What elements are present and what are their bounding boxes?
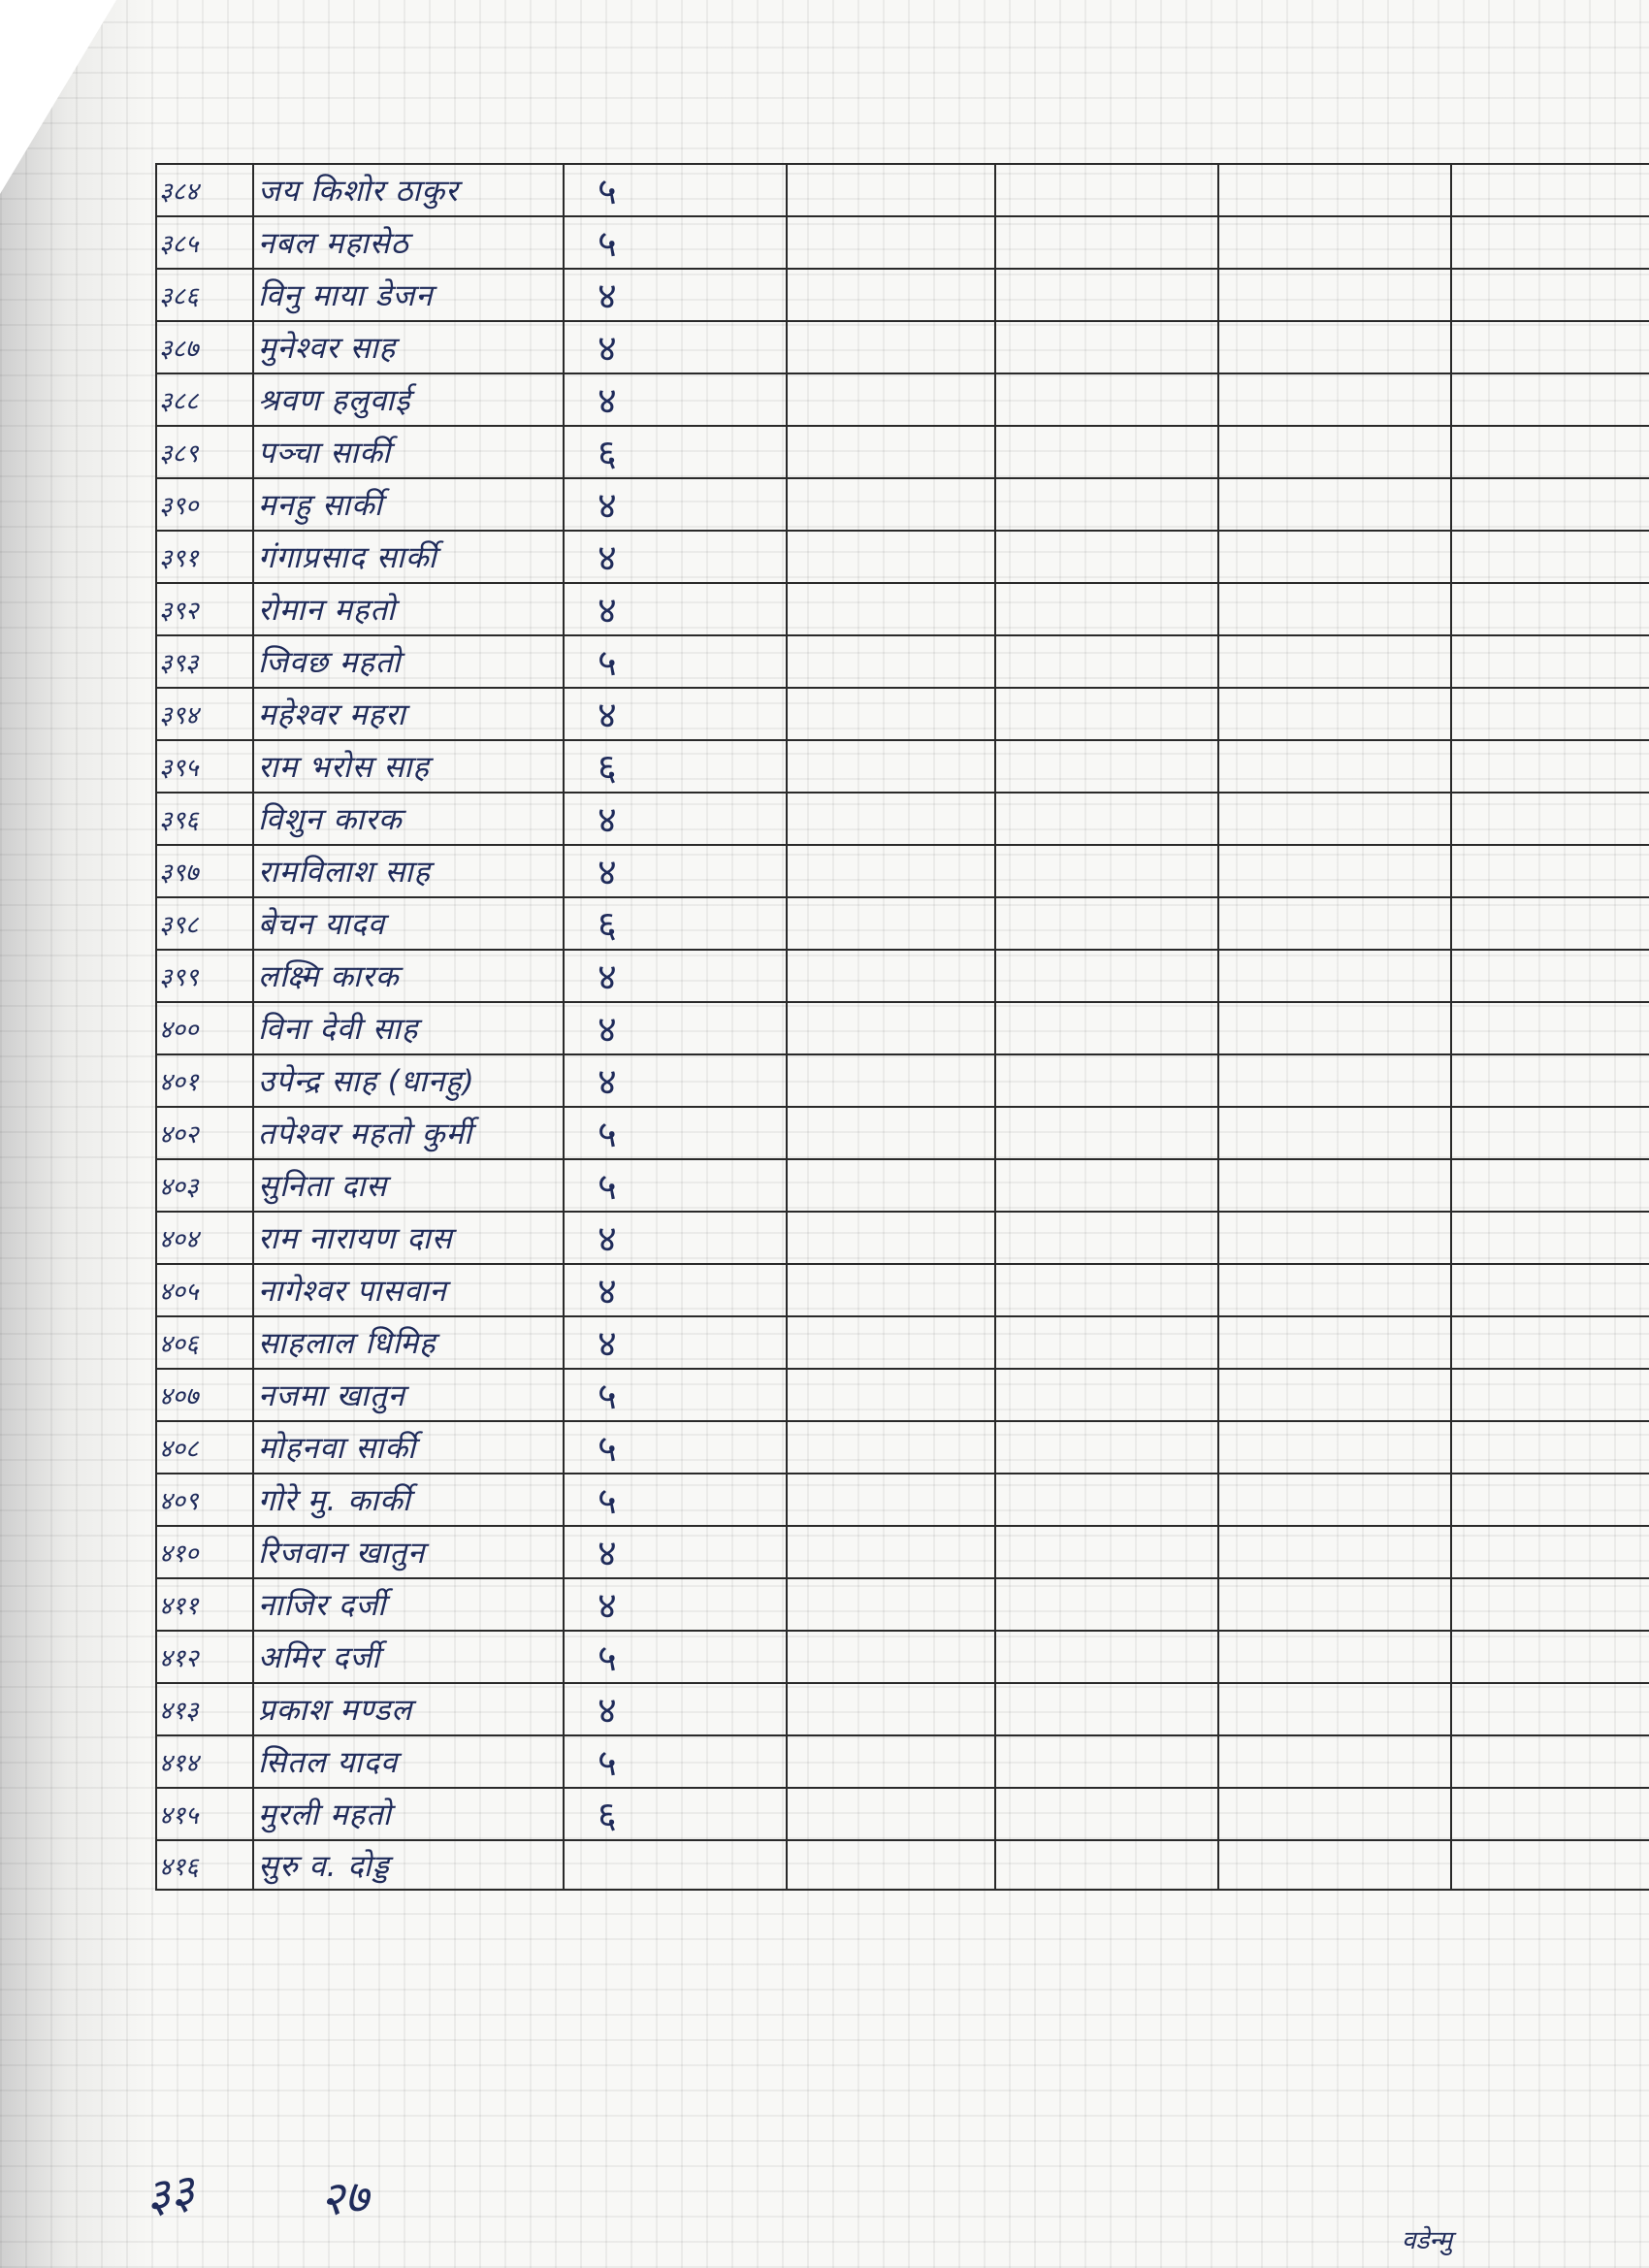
empty-cell bbox=[787, 897, 995, 950]
table-row bbox=[156, 950, 1649, 1002]
table-row bbox=[156, 1735, 1649, 1788]
empty-cell bbox=[1451, 1526, 1649, 1578]
table-row bbox=[156, 740, 1649, 793]
row-number: ३९१ bbox=[156, 531, 253, 583]
row-name: सितल यादव bbox=[253, 1735, 564, 1788]
footer-left-mark: ३३ bbox=[142, 2163, 198, 2225]
empty-cell bbox=[995, 1316, 1218, 1369]
empty-cell bbox=[787, 1578, 995, 1631]
empty-cell bbox=[787, 688, 995, 740]
row-name: राम भरोस साह bbox=[253, 740, 564, 793]
row-name: सुनिता दास bbox=[253, 1159, 564, 1212]
empty-cell bbox=[995, 1369, 1218, 1421]
empty-cell bbox=[1218, 1159, 1451, 1212]
empty-cell bbox=[1451, 1369, 1649, 1421]
row-quantity: ६ bbox=[564, 426, 787, 478]
row-quantity: ५ bbox=[564, 164, 787, 216]
row-quantity: ४ bbox=[564, 478, 787, 531]
row-number: ४०१ bbox=[156, 1054, 253, 1107]
table-row bbox=[156, 1369, 1649, 1421]
empty-cell bbox=[1218, 1264, 1451, 1316]
row-quantity: ४ bbox=[564, 1683, 787, 1735]
empty-cell bbox=[1451, 1264, 1649, 1316]
row-quantity: ४ bbox=[564, 1002, 787, 1054]
empty-cell bbox=[1451, 269, 1649, 321]
empty-cell bbox=[1218, 1631, 1451, 1683]
row-name: अमिर दर्जी bbox=[253, 1631, 564, 1683]
empty-cell bbox=[1451, 1683, 1649, 1735]
empty-cell bbox=[1218, 793, 1451, 845]
empty-cell bbox=[1218, 216, 1451, 269]
row-name: महेश्वर महरा bbox=[253, 688, 564, 740]
row-quantity: ४ bbox=[564, 1578, 787, 1631]
row-number: ४०० bbox=[156, 1002, 253, 1054]
empty-cell bbox=[1451, 1578, 1649, 1631]
empty-cell bbox=[787, 845, 995, 897]
empty-cell bbox=[1218, 1683, 1451, 1735]
empty-cell bbox=[1451, 373, 1649, 426]
empty-cell bbox=[995, 1631, 1218, 1683]
row-name: रामविलाश साह bbox=[253, 845, 564, 897]
empty-cell bbox=[995, 1526, 1218, 1578]
empty-cell bbox=[995, 793, 1218, 845]
row-number: ३९४ bbox=[156, 688, 253, 740]
empty-cell bbox=[995, 1840, 1218, 1890]
empty-cell bbox=[1451, 1107, 1649, 1159]
row-number: ३८५ bbox=[156, 216, 253, 269]
empty-cell bbox=[1451, 635, 1649, 688]
empty-cell bbox=[1218, 1212, 1451, 1264]
row-name: उपेन्द्र साह (धानहु) bbox=[253, 1054, 564, 1107]
empty-cell bbox=[995, 1054, 1218, 1107]
empty-cell bbox=[787, 950, 995, 1002]
row-number: ४१५ bbox=[156, 1788, 253, 1840]
empty-cell bbox=[995, 1264, 1218, 1316]
table-row bbox=[156, 1002, 1649, 1054]
empty-cell bbox=[1451, 688, 1649, 740]
row-quantity: ४ bbox=[564, 583, 787, 635]
empty-cell bbox=[1218, 1002, 1451, 1054]
empty-cell bbox=[1451, 845, 1649, 897]
empty-cell bbox=[787, 1526, 995, 1578]
empty-cell bbox=[1218, 1840, 1451, 1890]
table-row bbox=[156, 426, 1649, 478]
empty-cell bbox=[995, 688, 1218, 740]
table-row bbox=[156, 1316, 1649, 1369]
empty-cell bbox=[995, 1159, 1218, 1212]
empty-cell bbox=[995, 164, 1218, 216]
empty-cell bbox=[1218, 635, 1451, 688]
row-number: ३९७ bbox=[156, 845, 253, 897]
row-number: ४१० bbox=[156, 1526, 253, 1578]
row-name: प्रकाश मण्डल bbox=[253, 1683, 564, 1735]
empty-cell bbox=[787, 1474, 995, 1526]
empty-cell bbox=[1451, 1631, 1649, 1683]
empty-cell bbox=[1451, 1316, 1649, 1369]
row-name: नागेश्वर पासवान bbox=[253, 1264, 564, 1316]
empty-cell bbox=[787, 1316, 995, 1369]
row-number: ३९० bbox=[156, 478, 253, 531]
empty-cell bbox=[995, 216, 1218, 269]
row-number: ३८६ bbox=[156, 269, 253, 321]
row-name: सुरु व. दोड्ड bbox=[253, 1840, 564, 1890]
empty-cell bbox=[995, 1788, 1218, 1840]
empty-cell bbox=[1451, 1840, 1649, 1890]
empty-cell bbox=[1218, 1526, 1451, 1578]
row-name: रोमान महतो bbox=[253, 583, 564, 635]
row-quantity: ५ bbox=[564, 1159, 787, 1212]
empty-cell bbox=[1218, 688, 1451, 740]
row-quantity: ६ bbox=[564, 1788, 787, 1840]
row-name: नबल महासेठ bbox=[253, 216, 564, 269]
row-quantity: ४ bbox=[564, 373, 787, 426]
row-name: जय किशोर ठाकुर bbox=[253, 164, 564, 216]
row-name: साहलाल धिमिह bbox=[253, 1316, 564, 1369]
ledger-body bbox=[156, 164, 1649, 1890]
empty-cell bbox=[1218, 1788, 1451, 1840]
empty-cell bbox=[787, 1212, 995, 1264]
empty-cell bbox=[1218, 1316, 1451, 1369]
table-row bbox=[156, 269, 1649, 321]
row-quantity: ४ bbox=[564, 950, 787, 1002]
empty-cell bbox=[787, 1735, 995, 1788]
row-name: श्रवण हलुवाई bbox=[253, 373, 564, 426]
empty-cell bbox=[1451, 321, 1649, 373]
empty-cell bbox=[1218, 164, 1451, 216]
table-row bbox=[156, 1788, 1649, 1840]
row-quantity: ५ bbox=[564, 1631, 787, 1683]
table-row bbox=[156, 1474, 1649, 1526]
row-quantity: ४ bbox=[564, 321, 787, 373]
row-quantity: ५ bbox=[564, 216, 787, 269]
table-row bbox=[156, 373, 1649, 426]
empty-cell bbox=[1218, 1578, 1451, 1631]
empty-cell bbox=[787, 1002, 995, 1054]
row-name: जिवछ महतो bbox=[253, 635, 564, 688]
table-row bbox=[156, 1264, 1649, 1316]
table-row bbox=[156, 845, 1649, 897]
table-row bbox=[156, 321, 1649, 373]
row-name: मोहनवा सार्की bbox=[253, 1421, 564, 1474]
empty-cell bbox=[787, 1159, 995, 1212]
empty-cell bbox=[995, 1735, 1218, 1788]
empty-cell bbox=[995, 583, 1218, 635]
row-quantity: ६ bbox=[564, 740, 787, 793]
row-quantity: ५ bbox=[564, 1474, 787, 1526]
row-number: ३९८ bbox=[156, 897, 253, 950]
empty-cell bbox=[995, 1107, 1218, 1159]
table-row bbox=[156, 216, 1649, 269]
row-quantity: ४ bbox=[564, 845, 787, 897]
empty-cell bbox=[1218, 478, 1451, 531]
empty-cell bbox=[995, 426, 1218, 478]
empty-cell bbox=[787, 531, 995, 583]
table-row bbox=[156, 1840, 1649, 1890]
empty-cell bbox=[787, 1264, 995, 1316]
empty-cell bbox=[995, 1578, 1218, 1631]
empty-cell bbox=[1218, 740, 1451, 793]
row-number: ४०७ bbox=[156, 1369, 253, 1421]
empty-cell bbox=[787, 1369, 995, 1421]
empty-cell bbox=[995, 269, 1218, 321]
empty-cell bbox=[995, 1212, 1218, 1264]
empty-cell bbox=[995, 1683, 1218, 1735]
row-number: ३९६ bbox=[156, 793, 253, 845]
empty-cell bbox=[787, 216, 995, 269]
empty-cell bbox=[787, 321, 995, 373]
row-quantity: ४ bbox=[564, 269, 787, 321]
signature: वडेन्मु bbox=[1402, 2226, 1453, 2255]
row-quantity: ५ bbox=[564, 1369, 787, 1421]
row-name: राम नारायण दास bbox=[253, 1212, 564, 1264]
empty-cell bbox=[1218, 1054, 1451, 1107]
empty-cell bbox=[995, 478, 1218, 531]
row-number: ३८७ bbox=[156, 321, 253, 373]
empty-cell bbox=[995, 635, 1218, 688]
empty-cell bbox=[1451, 1788, 1649, 1840]
row-number: ४०४ bbox=[156, 1212, 253, 1264]
empty-cell bbox=[787, 740, 995, 793]
row-quantity: ६ bbox=[564, 897, 787, 950]
empty-cell bbox=[1451, 426, 1649, 478]
empty-cell bbox=[995, 1421, 1218, 1474]
empty-cell bbox=[1218, 1421, 1451, 1474]
empty-cell bbox=[787, 1421, 995, 1474]
row-number: ४०८ bbox=[156, 1421, 253, 1474]
table-row bbox=[156, 1578, 1649, 1631]
row-quantity: ४ bbox=[564, 1212, 787, 1264]
empty-cell bbox=[1218, 1107, 1451, 1159]
empty-cell bbox=[787, 583, 995, 635]
table-row bbox=[156, 1631, 1649, 1683]
empty-cell bbox=[1451, 1421, 1649, 1474]
empty-cell bbox=[1451, 164, 1649, 216]
table-row bbox=[156, 1159, 1649, 1212]
row-quantity: ४ bbox=[564, 793, 787, 845]
row-name: लक्ष्मि कारक bbox=[253, 950, 564, 1002]
row-number: ३९२ bbox=[156, 583, 253, 635]
empty-cell bbox=[1451, 583, 1649, 635]
table-row bbox=[156, 1683, 1649, 1735]
row-quantity: ५ bbox=[564, 1421, 787, 1474]
empty-cell bbox=[995, 531, 1218, 583]
empty-cell bbox=[787, 1683, 995, 1735]
row-quantity: ४ bbox=[564, 1054, 787, 1107]
row-name: बेचन यादव bbox=[253, 897, 564, 950]
row-quantity: ४ bbox=[564, 531, 787, 583]
table-row bbox=[156, 1054, 1649, 1107]
empty-cell bbox=[995, 373, 1218, 426]
row-number: ४१३ bbox=[156, 1683, 253, 1735]
empty-cell bbox=[995, 1002, 1218, 1054]
empty-cell bbox=[1218, 1735, 1451, 1788]
table-row bbox=[156, 793, 1649, 845]
empty-cell bbox=[1218, 1369, 1451, 1421]
empty-cell bbox=[1218, 1474, 1451, 1526]
empty-cell bbox=[1451, 1212, 1649, 1264]
row-name: विना देवी साह bbox=[253, 1002, 564, 1054]
empty-cell bbox=[1451, 897, 1649, 950]
row-number: ४१२ bbox=[156, 1631, 253, 1683]
row-quantity bbox=[564, 1840, 787, 1890]
empty-cell bbox=[995, 321, 1218, 373]
row-name: गंगाप्रसाद सार्की bbox=[253, 531, 564, 583]
empty-cell bbox=[1218, 845, 1451, 897]
empty-cell bbox=[1451, 216, 1649, 269]
row-number: ३८४ bbox=[156, 164, 253, 216]
empty-cell bbox=[787, 426, 995, 478]
ledger-table bbox=[155, 163, 1649, 1891]
empty-cell bbox=[1218, 583, 1451, 635]
table-row bbox=[156, 1421, 1649, 1474]
table-row bbox=[156, 531, 1649, 583]
table-row bbox=[156, 164, 1649, 216]
row-number: ४०५ bbox=[156, 1264, 253, 1316]
empty-cell bbox=[787, 1631, 995, 1683]
row-name: मुरली महतो bbox=[253, 1788, 564, 1840]
row-number: ३८९ bbox=[156, 426, 253, 478]
row-number: ४१४ bbox=[156, 1735, 253, 1788]
folded-corner bbox=[0, 0, 116, 194]
empty-cell bbox=[787, 1054, 995, 1107]
row-name: तपेश्वर महतो कुर्मी bbox=[253, 1107, 564, 1159]
empty-cell bbox=[1218, 897, 1451, 950]
row-number: ४०२ bbox=[156, 1107, 253, 1159]
row-name: विनु माया डेजन bbox=[253, 269, 564, 321]
row-number: ३९५ bbox=[156, 740, 253, 793]
empty-cell bbox=[1451, 950, 1649, 1002]
empty-cell bbox=[1218, 426, 1451, 478]
row-name: नाजिर दर्जी bbox=[253, 1578, 564, 1631]
empty-cell bbox=[995, 740, 1218, 793]
empty-cell bbox=[995, 897, 1218, 950]
empty-cell bbox=[787, 793, 995, 845]
table-row bbox=[156, 688, 1649, 740]
row-name: मनहु सार्की bbox=[253, 478, 564, 531]
empty-cell bbox=[787, 164, 995, 216]
row-quantity: ४ bbox=[564, 1264, 787, 1316]
row-number: ४१६ bbox=[156, 1840, 253, 1890]
row-name: गोरे मु. कार्की bbox=[253, 1474, 564, 1526]
row-name: नजमा खातुन bbox=[253, 1369, 564, 1421]
empty-cell bbox=[995, 950, 1218, 1002]
table-row bbox=[156, 897, 1649, 950]
row-number: ४०६ bbox=[156, 1316, 253, 1369]
row-quantity: ५ bbox=[564, 635, 787, 688]
table-row bbox=[156, 1526, 1649, 1578]
empty-cell bbox=[995, 845, 1218, 897]
row-name: रिजवान खातुन bbox=[253, 1526, 564, 1578]
empty-cell bbox=[1451, 1002, 1649, 1054]
empty-cell bbox=[995, 1474, 1218, 1526]
empty-cell bbox=[1451, 1735, 1649, 1788]
row-name: मुनेश्वर साह bbox=[253, 321, 564, 373]
empty-cell bbox=[787, 1840, 995, 1890]
row-number: ४११ bbox=[156, 1578, 253, 1631]
empty-cell bbox=[1451, 531, 1649, 583]
row-name: विशुन कारक bbox=[253, 793, 564, 845]
empty-cell bbox=[787, 373, 995, 426]
empty-cell bbox=[1218, 950, 1451, 1002]
empty-cell bbox=[1451, 1474, 1649, 1526]
row-quantity: ५ bbox=[564, 1735, 787, 1788]
empty-cell bbox=[1451, 1159, 1649, 1212]
row-quantity: ४ bbox=[564, 1316, 787, 1369]
empty-cell bbox=[787, 269, 995, 321]
empty-cell bbox=[787, 1107, 995, 1159]
table-row bbox=[156, 478, 1649, 531]
table-row bbox=[156, 1212, 1649, 1264]
empty-cell bbox=[1451, 793, 1649, 845]
table-row bbox=[156, 1107, 1649, 1159]
row-number: ३९९ bbox=[156, 950, 253, 1002]
row-number: ३८८ bbox=[156, 373, 253, 426]
row-number: ४०९ bbox=[156, 1474, 253, 1526]
footer-middle-mark: २७ bbox=[318, 2169, 371, 2227]
empty-cell bbox=[787, 478, 995, 531]
table-row bbox=[156, 583, 1649, 635]
empty-cell bbox=[1451, 740, 1649, 793]
empty-cell bbox=[1451, 478, 1649, 531]
row-number: ३९३ bbox=[156, 635, 253, 688]
empty-cell bbox=[787, 1788, 995, 1840]
row-quantity: ४ bbox=[564, 688, 787, 740]
empty-cell bbox=[787, 635, 995, 688]
row-quantity: ४ bbox=[564, 1526, 787, 1578]
row-name: पञ्चा सार्की bbox=[253, 426, 564, 478]
empty-cell bbox=[1218, 321, 1451, 373]
table-row bbox=[156, 635, 1649, 688]
empty-cell bbox=[1218, 373, 1451, 426]
empty-cell bbox=[1218, 269, 1451, 321]
empty-cell bbox=[1451, 1054, 1649, 1107]
empty-cell bbox=[1218, 531, 1451, 583]
row-number: ४०३ bbox=[156, 1159, 253, 1212]
row-quantity: ५ bbox=[564, 1107, 787, 1159]
